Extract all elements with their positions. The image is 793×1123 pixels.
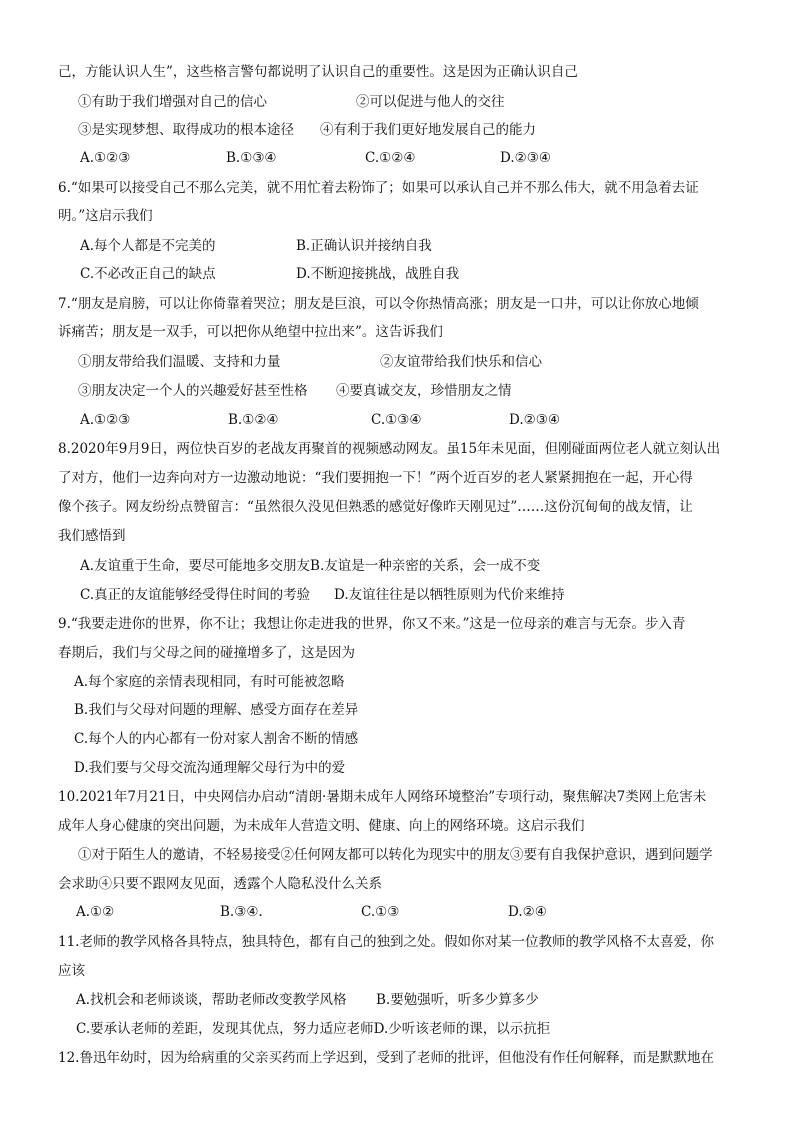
- q5-stem: 己，方能认识人生”，这些格言警句都说明了认识自己的重要性。这是因为正确认识自己: [58, 64, 578, 80]
- q8-option-ab: A.友谊重于生命，要尽可能地多交朋友B.友谊是一种亲密的关系，会一成不变: [80, 558, 541, 574]
- q11-stem-line-2: 应该: [58, 963, 85, 979]
- q10-option-a: A.①②: [76, 904, 115, 920]
- q11-option-b: B.要勉强听，听多少算多少: [376, 992, 539, 1008]
- q5-option-c: C.①②④: [365, 150, 416, 166]
- q8-stem-line-3: 像个孩子。网友纷纷点赞留言：“虽然很久没见但熟悉的感觉好像昨天刚见过”……这份沉甸甸的战友情，让: [58, 499, 693, 515]
- q8-stem-line-4: 我们感悟到: [58, 528, 126, 544]
- q9-option-a: A.每个家庭的亲情表现相同，有时可能被忽略: [74, 674, 345, 690]
- q10-statements-line-1: ①对于陌生人的邀请，不轻易接受②任何网友都可以转化为现实中的朋友③要有自我保护意识，遇到问题学: [78, 847, 713, 863]
- q11-stem-line-1: 11.老师的教学风格各具特点，独具特色，都有自己的独到之处。假如你对某一位教师的教学风格不太喜爱，你: [58, 934, 714, 950]
- q10-stem-line-2: 成年人身心健康的突出问题，为未成年人营造文明、健康、向上的网络环境。这启示我们: [58, 818, 585, 834]
- q9-stem-line-2: 春期后，我们与父母之间的碰撞增多了，这是因为: [58, 645, 355, 661]
- q6-option-a: A.每个人都是不完美的: [80, 238, 216, 254]
- q6-option-c: C.不必改正自己的缺点: [80, 266, 216, 282]
- q8-stem-line-1: 8.2020年9月9日，两位快百岁的老战友再聚首的视频感动网友。虽15年未见面，但刚碰面两位老人就立刻认出: [58, 441, 721, 457]
- q5-statement-3: ③是实现梦想、取得成功的根本途径: [78, 122, 294, 138]
- q7-option-a: A.①②③: [80, 412, 131, 428]
- q8-stem-line-2: 了对方，他们一边奔向对方一边激动地说：“我们要拥抱一下！”两个近百岁的老人紧紧拥抱在一起，开心得: [58, 470, 693, 486]
- q12-stem-line-1: 12.鲁迅年幼时，因为给病重的父亲买药而上学迟到，受到了老师的批评，但他没有作任何解释，而是默默地在: [58, 1050, 714, 1066]
- q7-statement-1: ①朋友带给我们温暖、支持和力量: [78, 354, 281, 370]
- q5-statement-2: ②可以促进与他人的交往: [356, 94, 505, 110]
- q9-option-b: B.我们与父母对问题的理解、感受方面存在差异: [74, 702, 359, 718]
- q11-option-cd: C.要承认老师的差距，发现其优点，努力适应老师D.少听该老师的课，以示抗拒: [76, 1021, 551, 1037]
- q10-statements-line-2: 会求助④只要不跟网友见面，透露个人隐私没什么关系: [58, 876, 382, 892]
- q10-option-c: C.①③: [361, 904, 400, 920]
- q7-stem-line-2: 诉痛苦；朋友是一双手，可以把你从绝望中拉出来”。这告诉我们: [58, 324, 443, 340]
- q7-stem-line-1: 7.“朋友是肩膀，可以让你倚靠着哭泣；朋友是巨浪，可以令你热情高涨；朋友是一口井，可以让你放心地倾: [58, 296, 699, 312]
- q7-statement-2: ②友谊带给我们快乐和信心: [380, 354, 542, 370]
- q5-statement-1: ①有助于我们增强对自己的信心: [78, 94, 267, 110]
- q9-option-c: C.每个人的内心都有一份对家人割舍不断的情感: [74, 731, 359, 747]
- q11-option-a: A.找机会和老师谈谈，帮助老师改变教学风格: [76, 992, 347, 1008]
- q10-stem-line-1: 10.2021年7月21日，中央网信办启动“清朗·暑期未成年人网络环境整治”专项行动，聚焦解决7类网上危害未: [58, 789, 707, 805]
- q5-statement-4: ④有利于我们更好地发展自己的能力: [320, 122, 536, 138]
- q5-option-a: A.①②③: [80, 150, 131, 166]
- q7-statement-4: ④要真诚交友，珍惜朋友之情: [336, 383, 512, 399]
- q8-option-c: C.真正的友谊能够经受得住时间的考验: [80, 587, 311, 603]
- q5-option-b: B.①③④: [226, 150, 277, 166]
- q9-option-d: D.我们要与父母交流沟通理解父母行为中的爱: [74, 760, 346, 776]
- q6-stem-line-1: 6.“如果可以接受自己不那么完美，就不用忙着去粉饰了；如果可以承认自己并不那么伟大，就不用急着去证: [58, 180, 699, 196]
- q8-option-d: D.友谊往往是以牺牲原则为代价来维持: [334, 587, 565, 603]
- q7-statement-3: ③朋友决定一个人的兴趣爱好甚至性格: [78, 383, 308, 399]
- q10-option-d: D.②④: [508, 904, 547, 920]
- q10-option-b: B.③④.: [220, 904, 263, 920]
- q7-option-c: C.①③④: [371, 412, 422, 428]
- q5-option-d: D.②③④: [500, 150, 551, 166]
- q6-option-d: D.不断迎接挑战，战胜自我: [296, 266, 460, 282]
- q7-option-d: D.②③④: [509, 412, 560, 428]
- q9-stem-line-1: 9.“我要走进你的世界，你不让；我想让你走进我的世界，你又不来。”这是一位母亲的难言与无奈。步入青: [58, 616, 686, 632]
- q6-stem-line-2: 明。”这启示我们: [58, 208, 153, 224]
- q7-option-b: B.①②④: [228, 412, 279, 428]
- q6-option-b: B.正确认识并接纳自我: [296, 238, 432, 254]
